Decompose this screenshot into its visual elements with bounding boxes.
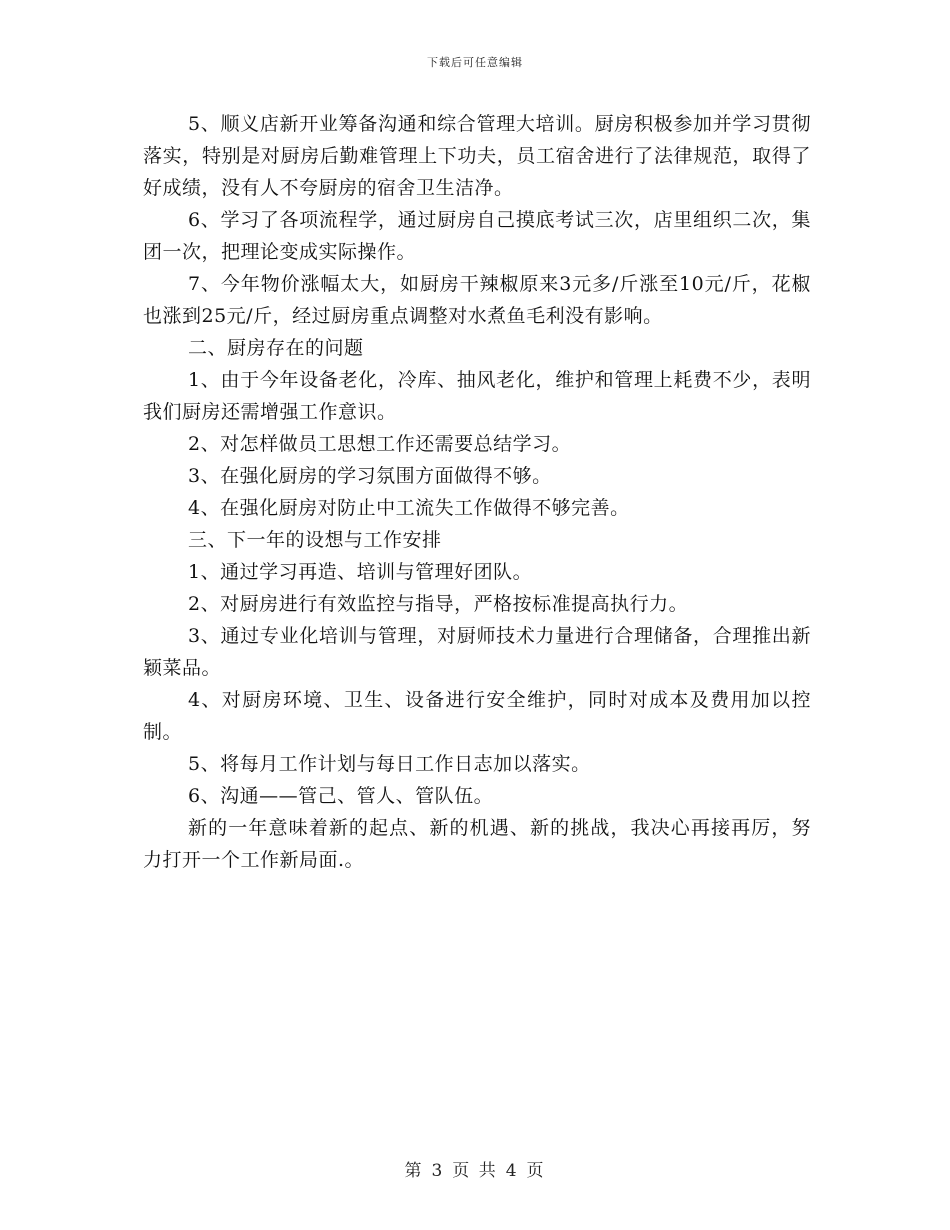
footer-suffix: 页 (526, 1161, 546, 1181)
paragraph: 1、通过学习再造、培训与管理好团队。 (188, 561, 533, 583)
paragraph: 2、对怎样做员工思想工作还需要总结学习。 (188, 433, 572, 455)
section-heading: 二、厨房存在的问题 (188, 337, 364, 359)
paragraph: 1、由于今年设备老化，冷库、抽风老化，维护和管理上耗费不少，表明我们厨房还需增强工作意识。 (143, 369, 811, 423)
paragraph: 4、在强化厨房对防止中工流失工作做得不够完善。 (188, 497, 630, 519)
paragraph: 5、将每月工作计划与每日工作日志加以落实。 (188, 753, 591, 775)
paragraph: 4、对厨房环境、卫生、设备进行安全维护，同时对成本及费用加以控制。 (143, 689, 811, 743)
footer-middle: 页 共 (452, 1161, 498, 1181)
paragraph: 3、通过专业化培训与管理，对厨师技术力量进行合理储备，合理推出新颖菜品。 (143, 625, 811, 679)
total-page-count: 4 (505, 1161, 519, 1181)
current-page-number: 3 (431, 1161, 445, 1181)
paragraph: 6、沟通——管己、管人、管队伍。 (188, 785, 494, 807)
paragraph: 3、在强化厨房的学习氛围方面做得不够。 (188, 465, 552, 487)
paragraph: 7、今年物价涨幅太大，如厨房干辣椒原来3元多/斤涨至10元/斤，花椒也涨到25元/斤，经过厨房重点调整对水煮鱼毛利没有影响。 (143, 273, 811, 327)
footer-prefix: 第 (404, 1161, 424, 1181)
page-footer (0, 1156, 950, 1181)
paragraph: 6、学习了各项流程学，通过厨房自己摸底考试三次，店里组织二次，集团一次，把理论变成实际操作。 (143, 209, 811, 263)
document-body (143, 108, 811, 876)
paragraph: 新的一年意味着新的起点、新的机遇、新的挑战，我决心再接再厉，努力打开一个工作新局面.。 (143, 817, 811, 871)
paragraph: 5、顺义店新开业筹备沟通和综合管理大培训。厨房积极参加并学习贯彻落实，特别是对厨房后勤难管理上下功夫，员工宿舍进行了法律规范，取得了好成绩，没有人不夸厨房的宿舍卫生洁净。 (143, 113, 811, 199)
page-header: 下载后可任意编辑 (427, 56, 523, 69)
paragraph: 2、对厨房进行有效监控与指导，严格按标准提高执行力。 (188, 593, 689, 615)
section-heading: 三、下一年的设想与工作安排 (188, 529, 442, 551)
